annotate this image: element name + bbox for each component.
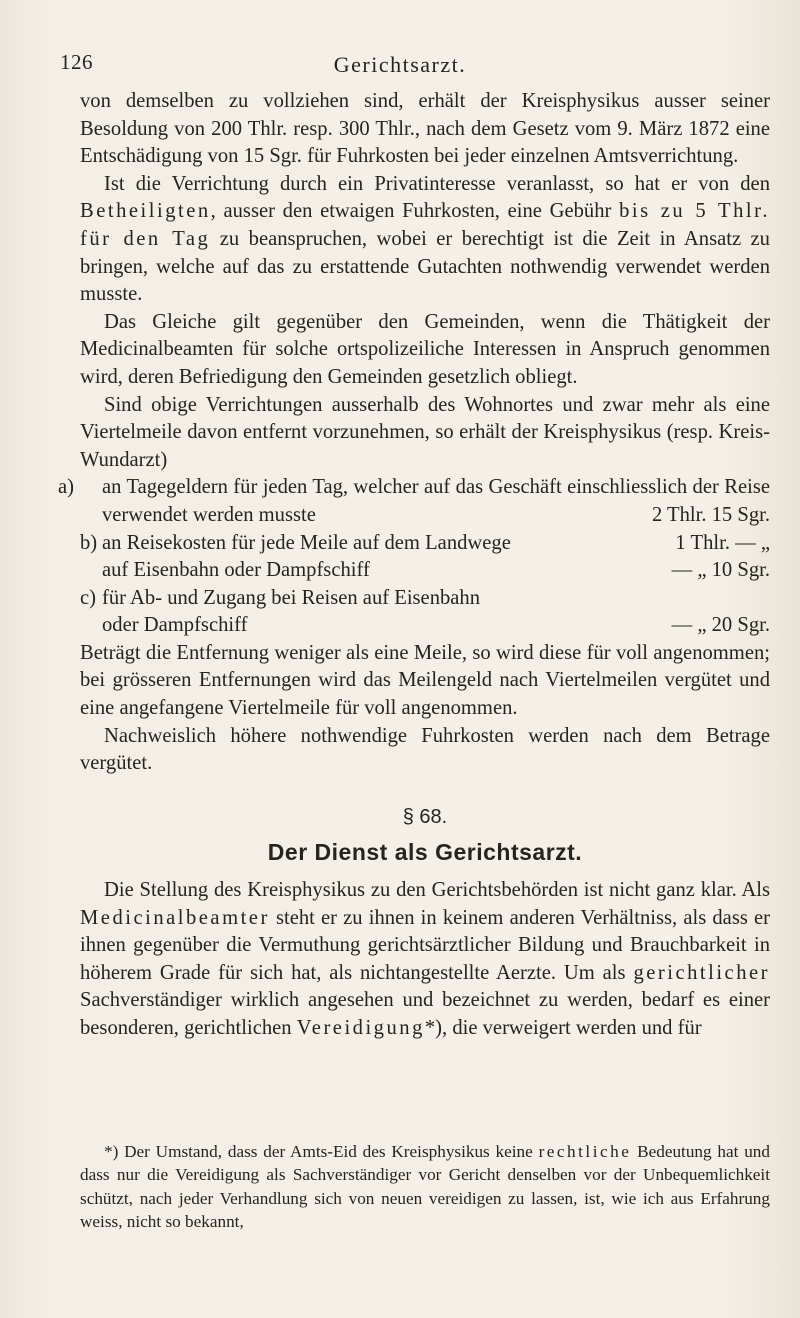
fee-a-description: an Tagegeldern für jeden Tag, welcher auf das Geschäft einschliesslich der Reise verwendet werden musste — [102, 476, 770, 526]
fee-a-amount: 2 Thlr. 15 Sgr. — [651, 503, 770, 526]
fee-b-description-2: auf Eisenbahn oder Dampfschiff — [102, 559, 370, 582]
fee-b-description: an Reisekosten für jede Meile auf dem Landwege — [102, 531, 511, 554]
fee-list — [58, 474, 770, 640]
paragraph-2 — [80, 171, 770, 309]
page-body — [58, 88, 770, 1043]
section-title: Der Dienst als Gerichtsarzt. — [267, 839, 583, 866]
paragraph-7 — [80, 877, 770, 1043]
paragraph-1: von demselben zu vollziehen sind, erhält der Kreisphysikus ausser seiner Besoldung von 200 Thlr. resp. 300 Thlr., nach dem Gesetz vom 9. März 1872 eine Entschädigung von 15 Sgr. für Fuhrkosten bei jeder einzelnen Amtsverrichtung. — [80, 90, 770, 168]
text-run: Die Stellung des Kreisphysikus zu den Gerichtsbehörden ist nicht ganz klar. Als — [104, 879, 770, 902]
fee-item-b-2 — [80, 557, 770, 585]
text-run: Sachverständiger wirklich angesehen und bezeichnet zu werden, bedarf es einer besonderen, gerichtlichen — [80, 989, 770, 1039]
spaced-term-fee: bis zu 5 Thlr. für den Tag — [80, 200, 770, 250]
fee-b-label: b) — [80, 531, 98, 554]
spaced-term-gerichtlicher: gerichtlicher — [633, 961, 770, 984]
text-run: zu beanspruchen, wobei er berechtigt ist die Zeit in Ansatz zu bringen, welche auf das zu erstattende Gutachten nothwendig verwendet werden musste. — [80, 227, 770, 306]
paragraph-3: Das Gleiche gilt gegenüber den Gemeinden, wenn die Thätigkeit der Medicinalbeamten für solche ortspolizeiliche Interessen in Anspruch genommen wird, deren Befriedigung den Gemeinden gesetzlich obliegt. — [80, 310, 770, 388]
paragraph-6: Nachweislich höhere nothwendige Fuhrkosten werden nach dem Betrage vergütet. — [80, 724, 770, 775]
fee-c-description: für Ab- und Zugang bei Reisen auf Eisenbahn — [102, 586, 481, 609]
fee-a-label: a) — [58, 476, 74, 499]
text-run: Ist die Verrichtung durch ein Privatinteresse veranlasst, so hat er von den — [104, 172, 770, 195]
text-run: , ausser den etwaigen Fuhrkosten, eine Gebühr — [210, 200, 620, 223]
spaced-term-rechtliche: rechtliche — [538, 1142, 632, 1161]
fee-c-label: c) — [80, 586, 96, 609]
fee-c-amount: — „ 20 Sgr. — [671, 614, 770, 637]
running-header — [0, 50, 800, 80]
spaced-term-medicinalbeamter: Medicinalbeamter — [80, 906, 270, 929]
fee-item-c — [80, 585, 770, 613]
page-number: 126 — [60, 50, 93, 74]
spaced-term-vereidigung: Vereidigung — [296, 1017, 425, 1039]
text-run: *), die verweigert werden und für — [424, 1017, 702, 1039]
fee-b-amount: 1 Thlr. — „ — [675, 531, 770, 554]
fee-c-description-2: oder Dampfschiff — [102, 614, 248, 637]
text-run: Bedeutung hat und dass nur die Vereidigung als Sachverständiger vor Gericht denselben vor der Unbequemlichkeit schützt, nach jeder Verhandlung sich von neuen vereidigen zu lassen, ist, wie ich aus Erfahrung weiss, nicht so bekannt, — [80, 1142, 770, 1232]
section-number: § 68. — [402, 805, 448, 828]
text-run: steht er zu ihnen in keinem anderen Verhältniss, als dass er ihnen gegenüber die Vermuthung gerichtsärztlicher Bildung und Brauchbarkeit in höherem Grade für sich hat, als nichtangestellte Aerzte. Um als — [80, 906, 770, 984]
paragraph-4: Sind obige Verrichtungen ausserhalb des Wohnortes und zwar mehr als eine Viertelmeile davon entfernt vorzunehmen, so erhält der Kreisphysikus (resp. Kreis-Wundarzt) — [80, 393, 770, 471]
fee-item-c-2 — [80, 612, 770, 640]
fee-b-amount-2: — „ 10 Sgr. — [671, 559, 770, 582]
paragraph-5: Beträgt die Entfernung weniger als eine Meile, so wird diese für voll angenommen; bei grösseren Entfernungen wird das Meilengeld nach Viertelmeilen vergütet und eine angefangene Viertelmeile für voll angenommen. — [80, 641, 770, 720]
running-title: Gerichtsarzt. — [333, 52, 467, 77]
footnote — [80, 1140, 770, 1234]
footnote-text — [80, 1140, 770, 1234]
fee-item-b — [80, 530, 770, 558]
text-run: *) Der Umstand, dass der Amts-Eid des Kreisphysikus keine — [104, 1142, 539, 1161]
spaced-term-betheiligten: Betheiligten — [80, 200, 211, 223]
